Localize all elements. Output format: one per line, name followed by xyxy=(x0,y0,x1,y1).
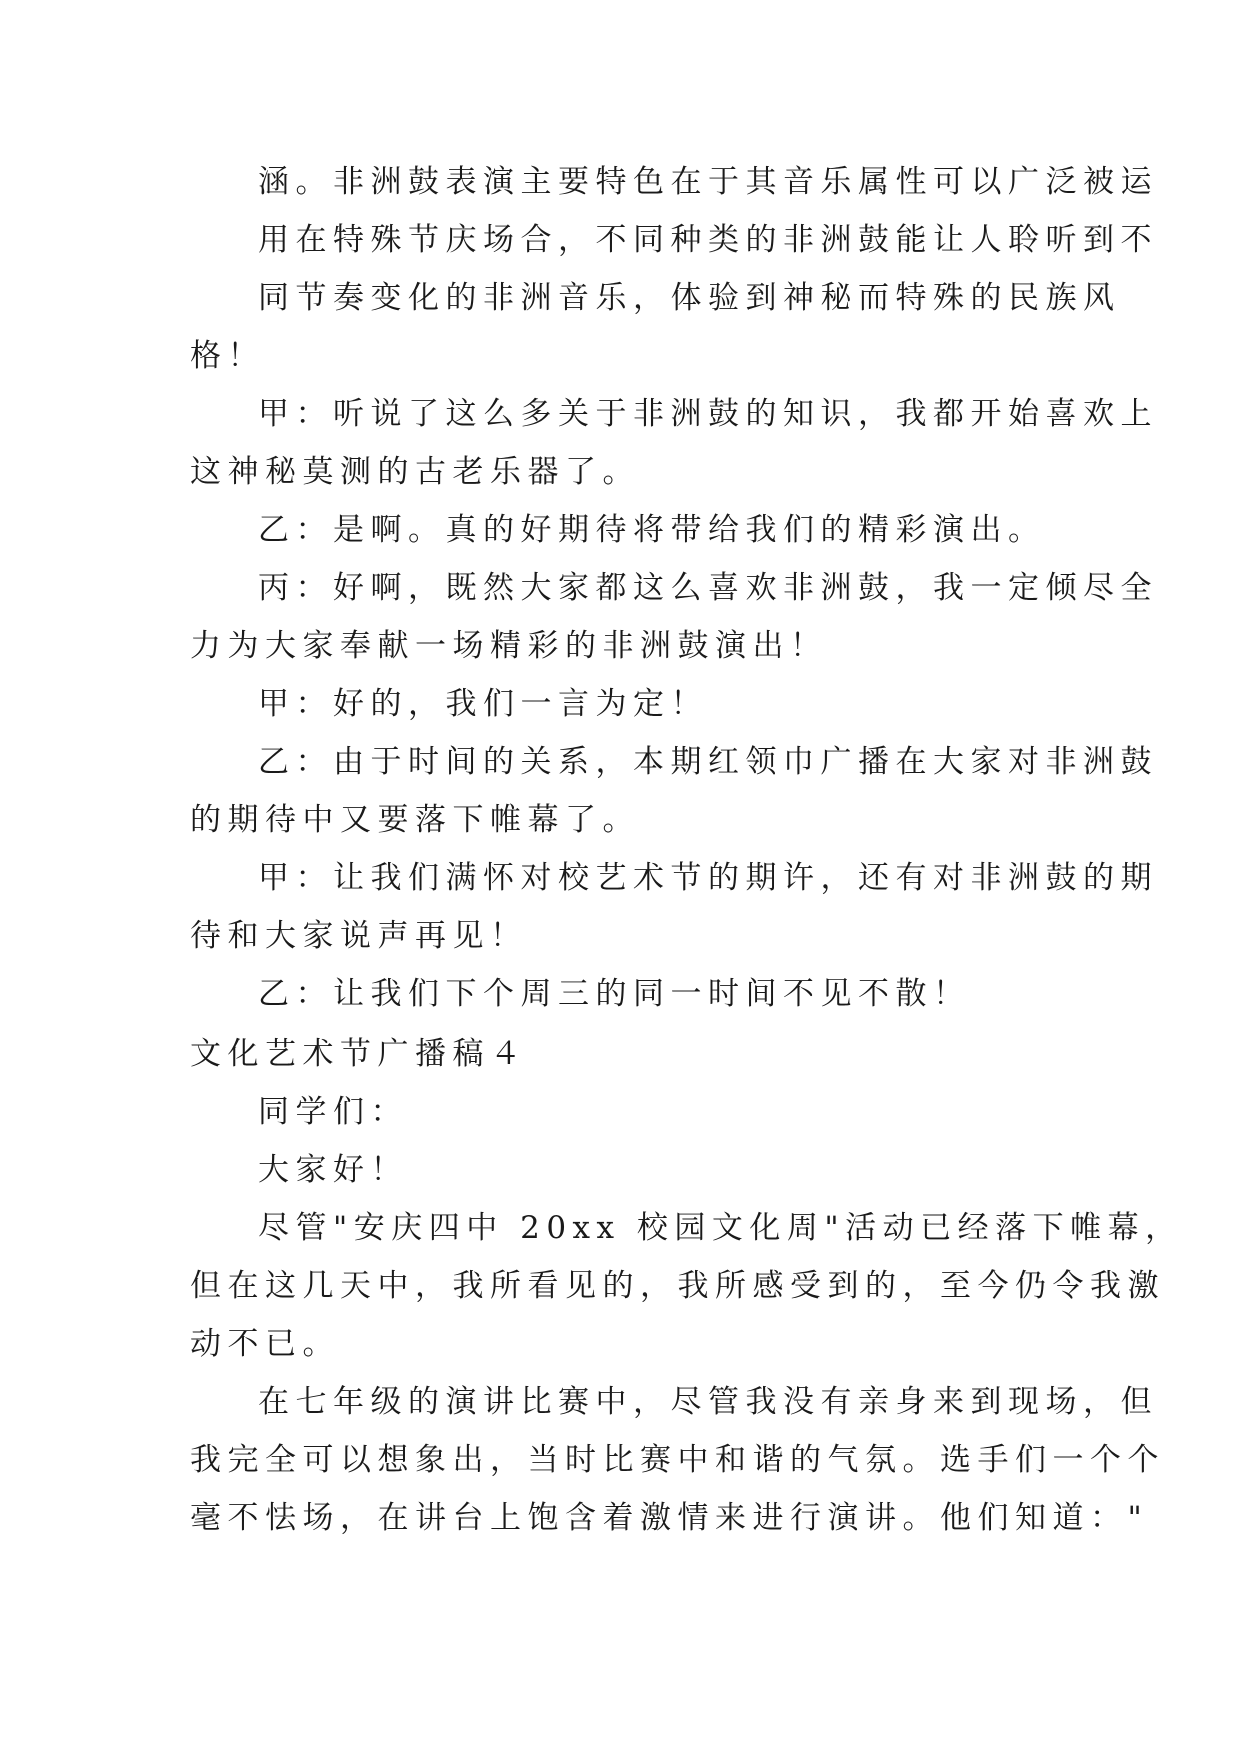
text-line: 动不已。 xyxy=(190,1326,340,1362)
text-line: 乙：由于时间的关系，本期红领巾广播在大家对非洲鼓 xyxy=(258,744,1158,780)
text-line: 用在特殊节庆场合，不同种类的非洲鼓能让人聆听到不 xyxy=(258,222,1158,258)
text-line: 甲：让我们满怀对校艺术节的期许，还有对非洲鼓的期 xyxy=(258,860,1158,896)
text-line: 我完全可以想象出，当时比赛中和谐的气氛。选手们一个个 xyxy=(190,1442,1165,1478)
text-line: 力为大家奉献一场精彩的非洲鼓演出！ xyxy=(190,628,828,664)
text-line: 这神秘莫测的古老乐器了。 xyxy=(190,454,640,490)
section-heading: 文化艺术节广播稿４ xyxy=(190,1036,528,1072)
text-line: 同学们： xyxy=(258,1094,408,1130)
text-line: 大家好！ xyxy=(258,1152,408,1188)
text-line: 涵。非洲鼓表演主要特色在于其音乐属性可以广泛被运 xyxy=(258,164,1158,200)
text-line: 丙：好啊，既然大家都这么喜欢非洲鼓，我一定倾尽全 xyxy=(258,570,1158,606)
text-line: 毫不怯场，在讲台上饱含着激情来进行演讲。他们知道：" xyxy=(190,1500,1149,1536)
text-line: 乙：让我们下个周三的同一时间不见不散！ xyxy=(258,976,971,1012)
text-line: 甲：听说了这么多关于非洲鼓的知识，我都开始喜欢上 xyxy=(258,396,1158,432)
text-line: 格！ xyxy=(190,338,265,374)
text-line: 尽管"安庆四中 20xx 校园文化周"活动已经落下帷幕， xyxy=(258,1210,1183,1246)
text-line: 同节奏变化的非洲音乐，体验到神秘而特殊的民族风 xyxy=(258,280,1121,316)
text-line: 在七年级的演讲比赛中，尽管我没有亲身来到现场，但 xyxy=(258,1384,1158,1420)
text-line: 待和大家说声再见！ xyxy=(190,918,528,954)
text-line: 乙：是啊。真的好期待将带给我们的精彩演出。 xyxy=(258,512,1046,548)
text-line: 但在这几天中，我所看见的，我所感受到的，至今仍令我激 xyxy=(190,1268,1165,1304)
text-line: 甲：好的，我们一言为定！ xyxy=(258,686,708,722)
text-line: 的期待中又要落下帷幕了。 xyxy=(190,802,640,838)
